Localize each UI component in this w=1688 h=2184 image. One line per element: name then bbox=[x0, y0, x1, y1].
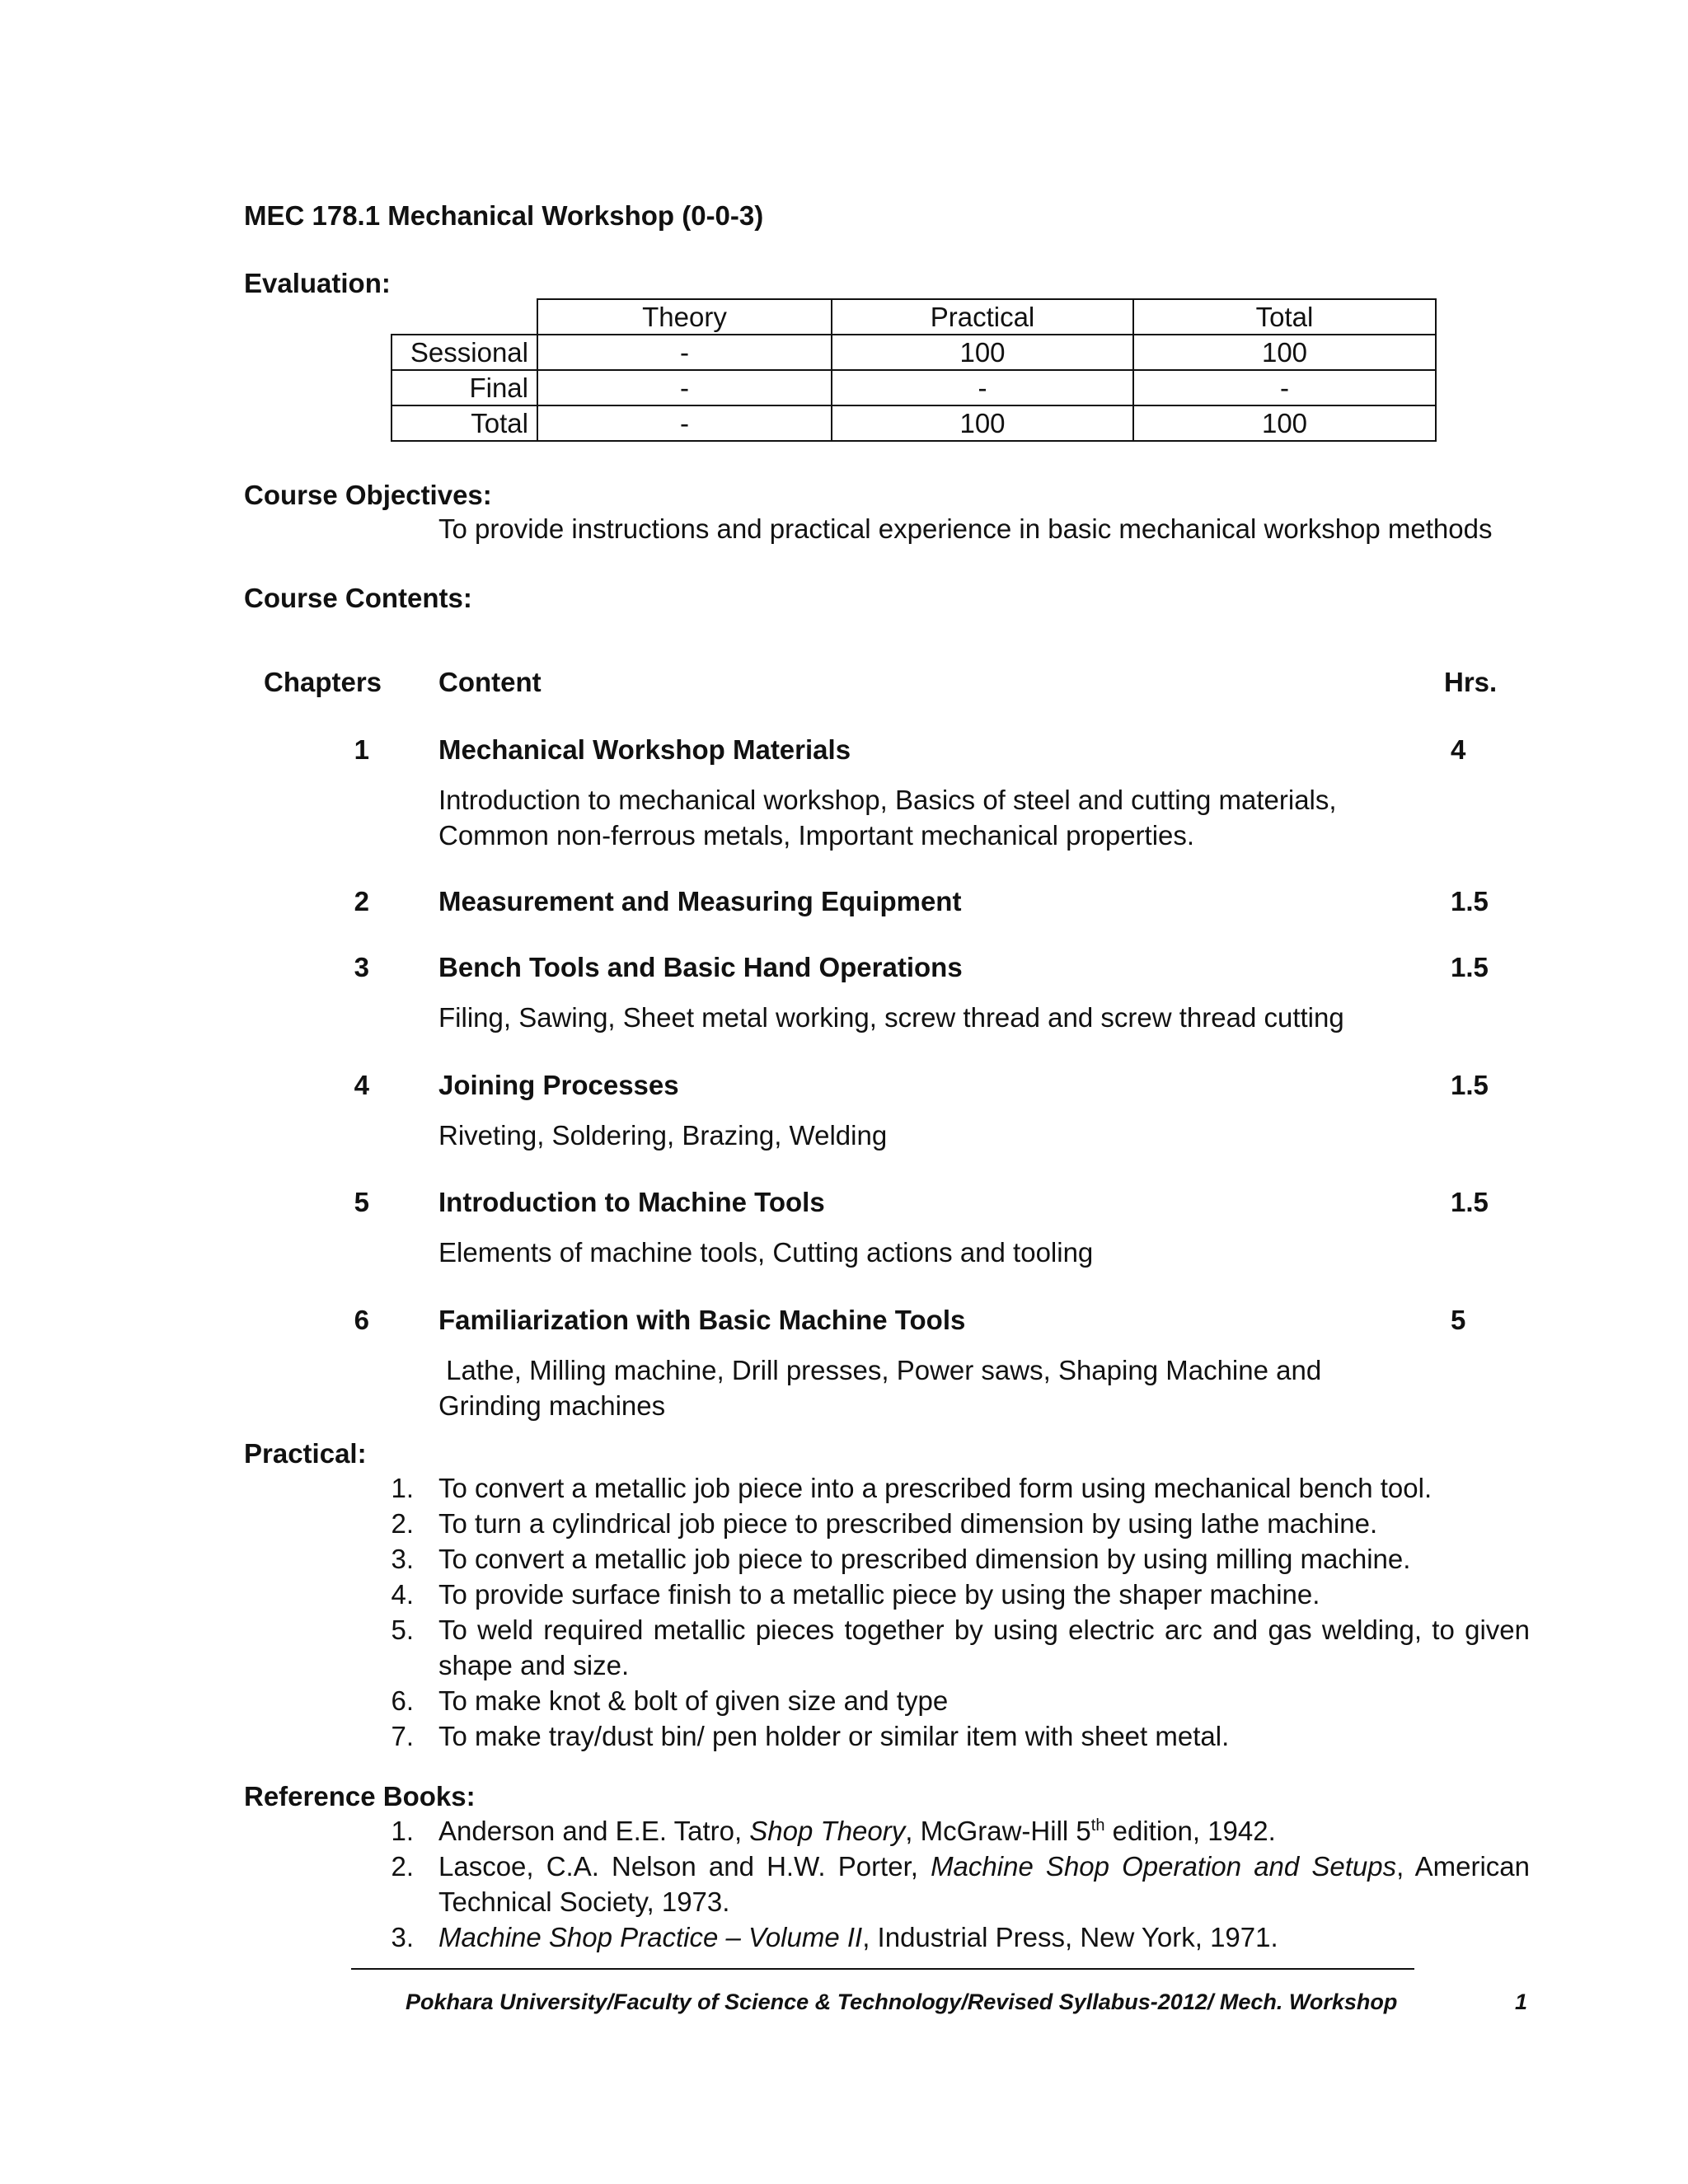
practical-heading: Practical: bbox=[244, 1438, 367, 1469]
table-row bbox=[392, 405, 1436, 441]
reference-title: Machine Shop Practice – Volume II bbox=[438, 1922, 863, 1952]
list-text: To make knot & bolt of given size and type bbox=[438, 1685, 949, 1716]
chapter-number: 5 bbox=[354, 1187, 369, 1217]
column-header-total: Total bbox=[1133, 299, 1436, 335]
table-cell: - bbox=[537, 335, 832, 370]
chapter-description: Elements of machine tools, Cutting actions and tooling bbox=[438, 1237, 1094, 1268]
chapter-title: Measurement and Measuring Equipment bbox=[438, 886, 962, 916]
list-text: To make tray/dust bin/ pen holder or similar item with sheet metal. bbox=[438, 1721, 1230, 1751]
practical-list bbox=[381, 1470, 1530, 1754]
contents-heading: Course Contents: bbox=[244, 583, 472, 613]
list-item bbox=[381, 1612, 1530, 1683]
list-number: 1. bbox=[391, 1816, 414, 1846]
reference-authors: Anderson and E.E. Tatro, bbox=[438, 1816, 750, 1846]
reference-publisher: , Industrial Press, New York, 1971. bbox=[862, 1922, 1278, 1952]
list-item bbox=[381, 1813, 1530, 1849]
chapter-number: 1 bbox=[354, 734, 369, 765]
column-header-content: Content bbox=[438, 667, 542, 697]
list-text: To weld required metallic pieces together by using electric arc and gas welding, to given shape and size. bbox=[438, 1615, 1530, 1680]
reference-publisher: , McGraw-Hill 5 bbox=[905, 1816, 1091, 1846]
objectives-heading: Course Objectives: bbox=[244, 480, 492, 510]
list-text: To convert a metallic job piece to prescribed dimension by using milling machine. bbox=[438, 1544, 1411, 1574]
chapter-hours: 1.5 bbox=[1451, 1187, 1489, 1217]
list-text: To turn a cylindrical job piece to prescribed dimension by using lathe machine. bbox=[438, 1508, 1378, 1539]
chapter-title: Joining Processes bbox=[438, 1070, 679, 1100]
list-number: 3. bbox=[391, 1544, 414, 1574]
chapter-title: Mechanical Workshop Materials bbox=[438, 734, 851, 765]
column-header-practical: Practical bbox=[832, 299, 1133, 335]
chapter-number: 3 bbox=[354, 952, 369, 982]
chapter-title: Bench Tools and Basic Hand Operations bbox=[438, 952, 963, 982]
chapter-hours: 4 bbox=[1451, 734, 1466, 765]
chapter-number: 4 bbox=[354, 1070, 369, 1100]
column-header-hrs: Hrs. bbox=[1444, 667, 1498, 697]
chapter-description: Riveting, Soldering, Brazing, Welding bbox=[438, 1120, 888, 1151]
list-item bbox=[381, 1541, 1530, 1577]
table-cell: - bbox=[832, 370, 1133, 405]
list-text: To provide surface finish to a metallic piece by using the shaper machine. bbox=[438, 1579, 1320, 1610]
reference-edition: edition, 1942. bbox=[1104, 1816, 1276, 1846]
row-label: Final bbox=[392, 370, 537, 405]
row-label: Total bbox=[392, 405, 537, 441]
table-cell: 100 bbox=[1133, 405, 1436, 441]
chapter-description: Filing, Sawing, Sheet metal working, screw thread and screw thread cutting bbox=[438, 1002, 1344, 1033]
evaluation-table bbox=[391, 298, 1437, 442]
list-number: 2. bbox=[391, 1508, 414, 1539]
reference-title: Machine Shop Operation and Setups bbox=[931, 1851, 1397, 1882]
evaluation-heading: Evaluation: bbox=[244, 268, 391, 298]
list-item bbox=[381, 1577, 1530, 1612]
list-item bbox=[381, 1849, 1530, 1919]
list-number: 5. bbox=[391, 1615, 414, 1645]
chapter-title: Familiarization with Basic Machine Tools bbox=[438, 1305, 966, 1335]
course-title: MEC 178.1 Mechanical Workshop (0-0-3) bbox=[244, 200, 764, 231]
reference-superscript: th bbox=[1090, 1816, 1105, 1835]
list-item bbox=[381, 1919, 1530, 1955]
objectives-text: To provide instructions and practical experience in basic mechanical workshop methods bbox=[438, 513, 1493, 544]
chapter-title: Introduction to Machine Tools bbox=[438, 1187, 825, 1217]
reference-title: Shop Theory bbox=[749, 1816, 906, 1846]
evaluation-header-row bbox=[392, 299, 1436, 335]
chapter-number: 2 bbox=[354, 886, 369, 916]
chapter-hours: 1.5 bbox=[1451, 886, 1489, 916]
list-text: To convert a metallic job piece into a prescribed form using mechanical bench tool. bbox=[438, 1473, 1432, 1503]
chapter-description: Lathe, Milling machine, Drill presses, Power saws, Shaping Machine and Grinding machines bbox=[438, 1355, 1329, 1421]
chapter-hours: 1.5 bbox=[1451, 952, 1489, 982]
column-header-theory: Theory bbox=[537, 299, 832, 335]
chapter-hours: 5 bbox=[1451, 1305, 1466, 1335]
list-number: 2. bbox=[391, 1851, 414, 1882]
references-list bbox=[381, 1813, 1530, 1955]
list-number: 7. bbox=[391, 1721, 414, 1751]
table-cell: 100 bbox=[832, 335, 1133, 370]
column-header-chapters: Chapters bbox=[264, 667, 382, 697]
footer-text: Pokhara University/Faculty of Science & Technology/Revised Syllabus-2012/ Mech. Workshop bbox=[406, 1990, 1398, 2014]
table-corner-cell bbox=[392, 299, 537, 335]
list-number: 4. bbox=[391, 1579, 414, 1610]
chapter-hours: 1.5 bbox=[1451, 1070, 1489, 1100]
list-item bbox=[381, 1470, 1530, 1506]
table-row bbox=[392, 370, 1436, 405]
chapter-number: 6 bbox=[354, 1305, 369, 1335]
table-row bbox=[392, 335, 1436, 370]
list-item bbox=[381, 1718, 1530, 1754]
footer-divider bbox=[351, 1968, 1414, 1970]
chapter-description: Introduction to mechanical workshop, Basics of steel and cutting materials, Common non-ferrous metals, Important mechanical properties. bbox=[438, 785, 1337, 851]
page-number: 1 bbox=[1515, 1990, 1528, 2014]
list-item bbox=[381, 1506, 1530, 1541]
table-cell: 100 bbox=[832, 405, 1133, 441]
list-number: 6. bbox=[391, 1685, 414, 1716]
table-cell: - bbox=[1133, 370, 1436, 405]
list-number: 3. bbox=[391, 1922, 414, 1952]
references-heading: Reference Books: bbox=[244, 1781, 476, 1811]
row-label: Sessional bbox=[392, 335, 537, 370]
reference-authors: Lascoe, C.A. Nelson and H.W. Porter, bbox=[438, 1851, 931, 1882]
reference-publisher: , American Technical Society, 1973. bbox=[438, 1851, 1530, 1917]
table-cell: 100 bbox=[1133, 335, 1436, 370]
list-item bbox=[381, 1683, 1530, 1718]
list-number: 1. bbox=[391, 1473, 414, 1503]
table-cell: - bbox=[537, 405, 832, 441]
table-cell: - bbox=[537, 370, 832, 405]
